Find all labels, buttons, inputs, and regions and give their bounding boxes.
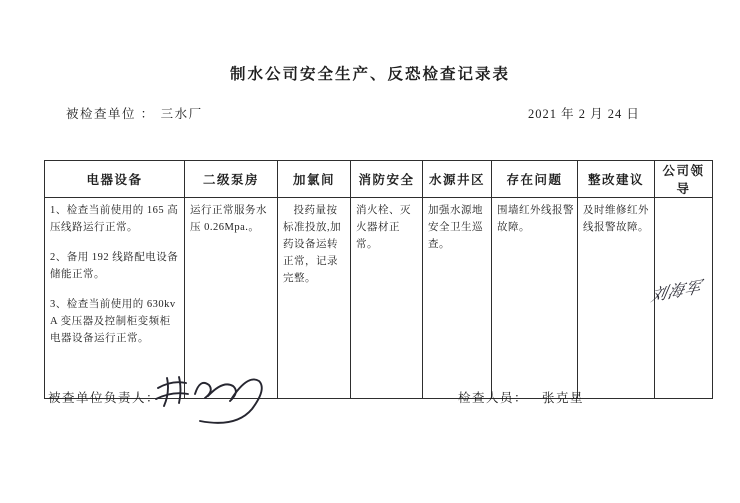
cell-existing-problems: 围墙红外线报警故障。 (492, 198, 578, 399)
inspected-unit-label: 被检查单位 ： (66, 107, 155, 121)
electrical-item-3: 3、检查当前使用的 630kvA 变压器及控制柜变频柜电器设备运行正常。 (50, 299, 176, 344)
header-company-leader: 公司领导 (655, 161, 713, 198)
inspection-table (44, 160, 713, 399)
responsible-person (48, 388, 160, 406)
header-electrical-equipment: 电器设备 (45, 161, 185, 198)
cell-secondary-pump-room: 运行正常服务水压 0.26Mpa.。 (185, 198, 278, 399)
inspected-unit (66, 104, 203, 122)
header-fire-safety: 消防安全 (351, 161, 423, 198)
inspector (458, 388, 584, 406)
table-row (45, 198, 713, 399)
company-leader-signature: 刘海军 (649, 278, 704, 306)
electrical-item-2: 2、备用 192 线路配电设备储能正常。 (50, 252, 179, 280)
inspector-label: 检查人员： (458, 391, 529, 405)
cell-rectification-suggestions: 及时维修红外线报警故障。 (578, 198, 655, 399)
header-rectification-suggestions: 整改建议 (578, 161, 655, 198)
page-title: 制水公司安全生产、反恐检查记录表 (229, 66, 510, 83)
responsible-person-label: 被查单位负责人： (48, 391, 161, 405)
header-secondary-pump-room: 二级泵房 (185, 161, 278, 198)
inspection-date: 2021 年 2 月 24 日 (528, 107, 640, 121)
inspected-unit-value: 三水厂 (160, 107, 203, 121)
cell-fire-safety: 消火栓、灭火器材正常。 (351, 198, 423, 399)
cell-water-source-well-area: 加强水源地安全卫生巡查。 (423, 198, 492, 399)
cell-chlorination-room: 投药量按标准投放,加药设备运转正常，记录完整。 (278, 198, 351, 399)
responsible-person-signature (148, 368, 268, 432)
header-water-source-well-area: 水源井区 (423, 161, 492, 198)
header-existing-problems: 存在问题 (492, 161, 578, 198)
cell-company-leader (649, 198, 713, 399)
header-row (45, 161, 713, 198)
inspector-name: 张克星 (542, 391, 585, 405)
header-chlorination-room: 加氯间 (278, 161, 351, 198)
electrical-item-1: 1、检查当前使用的 165 高压线路运行正常。 (50, 205, 179, 233)
